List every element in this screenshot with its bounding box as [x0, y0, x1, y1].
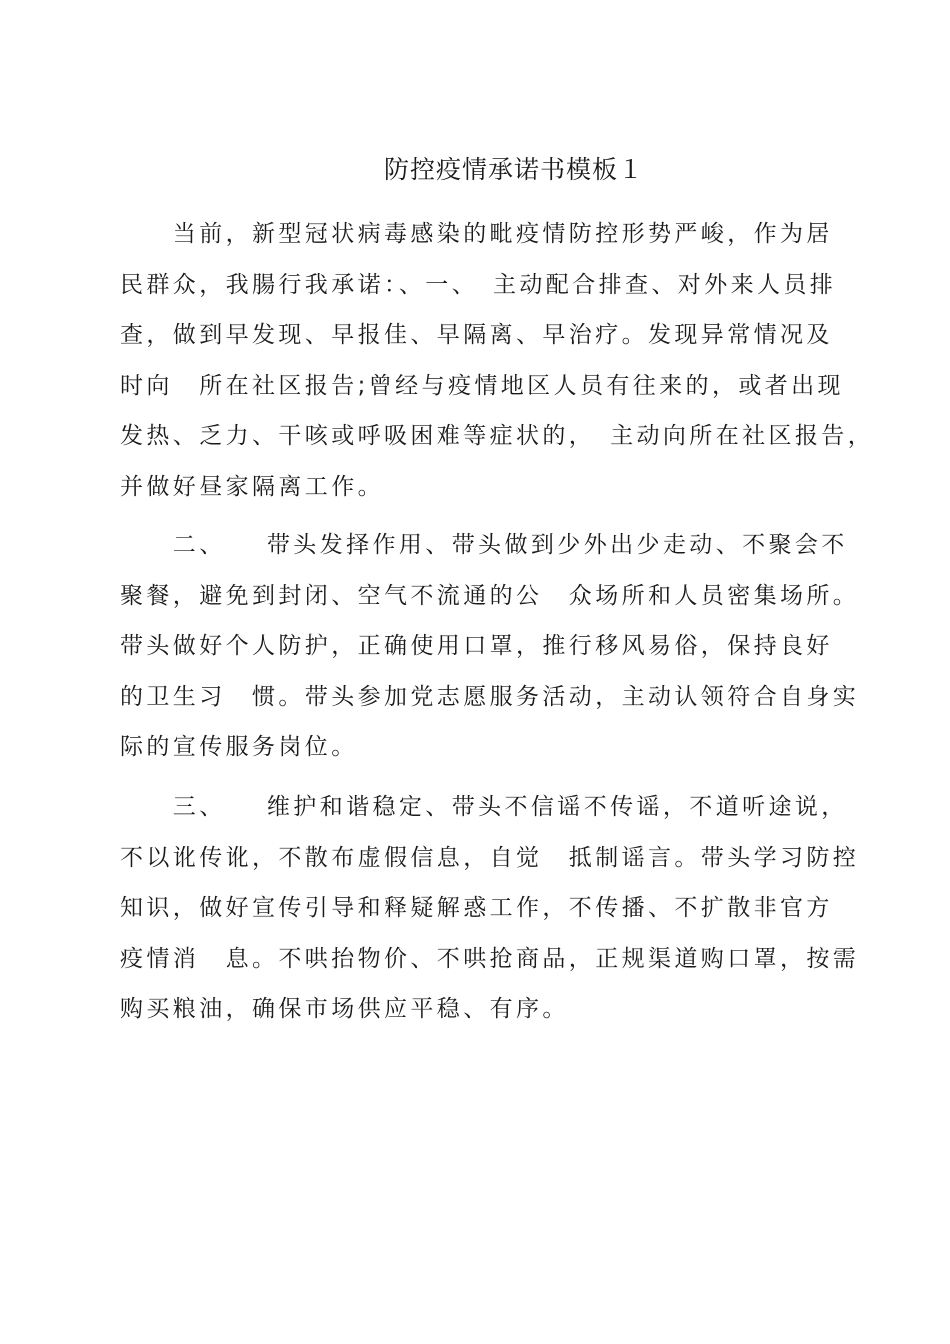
paragraph-line: 并做好昼家隔离工作。 [120, 473, 384, 500]
paragraph-line: 疫情消 息。不哄抬物价、不哄抢商品，正规渠道购口罩，按需 [120, 945, 860, 972]
paragraph-2 [120, 520, 860, 773]
paragraph-1 [120, 209, 875, 512]
paragraph-line: 二、 带头发择作用、带头做到少外出少走动、不聚会不 [120, 532, 848, 558]
paragraph-line: 发热、乏力、干咳或呼吸困难等症状的， 主动向所在社区报告， [120, 423, 875, 449]
paragraph-line: 查，做到早发现、早报佳、早隔离、早治疗。发现异常情况及 [120, 322, 833, 348]
paragraph-3 [120, 782, 860, 1035]
paragraph-line: 民群众，我腸行我承诺：、一、 主动配合排查、对外来人员排 [120, 271, 837, 298]
paragraph-line: 时向 所在社区报告;曾经与疫情地区人员有往来的，或者出现 [120, 372, 844, 399]
paragraph-line: 三、 维护和谐稳定、带头不信谣不传谣，不道听途说， [120, 794, 848, 820]
paragraph-line: 聚餐，避免到封闭、空气不流通的公 众场所和人员密集场所。 [120, 582, 860, 609]
paragraph-line: 购买粮油，确保市场供应平稳、有序。 [120, 996, 569, 1022]
paragraph-line: 知识，做好宣传引导和释疑解惑工作，不传播、不扩散非官方 [120, 895, 833, 921]
paragraph-line: 不以讹传讹，不散布虚假信息，自觉 抵制谣言。带头学习防控 [120, 844, 860, 871]
document-title: 防控疫情承诺书模板１ [383, 155, 644, 184]
paragraph-line: 的卫生习 惯。带头参加党志愿服务活动，主动认领符合自身实 [120, 683, 860, 710]
paragraph-line: 当前，新型冠状病毒感染的毗疫情防控形势严峻，作为居 [120, 221, 833, 247]
paragraph-line: 际的宣传服务岗位。 [120, 734, 358, 760]
paragraph-line: 带头做好个人防护，正确使用口罩，推行移风易俗，保持良好 [120, 633, 833, 659]
